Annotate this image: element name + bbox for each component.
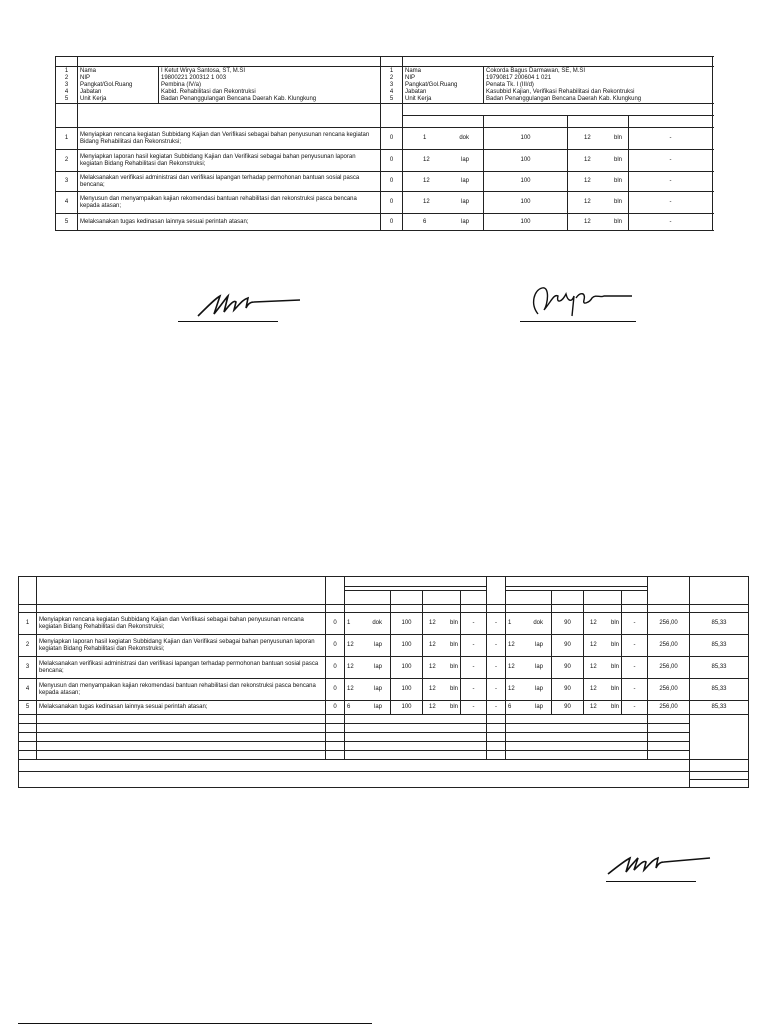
signature-line <box>606 881 696 882</box>
skp-table <box>55 56 713 231</box>
employee-name: Cokorda Bagus Darmawan, SE, M.SI <box>486 67 586 74</box>
realisasi-row: 5 Melaksanakan tugas kedinasan lainnya sesuai perintah atasan; 0 6 lap 100 12 bln - - 6 lap 90 12 bln - 256,00 85,33 <box>19 701 749 715</box>
realisasi-row: 3 Melaksanakan verifikasi administrasi dan verifikasi lapangan terhadap permohonan bantuan sosial pasca bencana; 0 12 lap 100 12 bln - - 12 lap 90 12 bln - 256,00 85,33 <box>19 657 749 679</box>
realisasi-row: 2 Menyiapkan laporan hasil kegiatan Subbidang Kajian dan Verifikasi sebagai bahan penyusunan laporan kegiatan Bidang Rehabilitasi dan Rekonstruksi; 0 12 lap 100 12 bln - - 12 lap 90 12 bln - 256,00 85,33 <box>19 635 749 657</box>
realisasi-table <box>18 576 749 788</box>
task-row: 5 Melaksanakan tugas kedinasan lainnya sesuai perintah atasan; 0 6 lap 100 12 bln - <box>56 214 713 231</box>
signature-line <box>520 321 636 322</box>
appraiser-name: I Ketut Wirya Santosa, ST, M.SI <box>161 67 246 74</box>
signature-employee <box>520 280 640 320</box>
signature-line <box>178 321 278 322</box>
task-row: 1 Menyiapkan rencana kegiatan Subbidang Kajian dan Verifikasi sebagai bahan penyusunan rencana kegiatan Bidang Rehabilitasi dan Rekonstruksi; 0 1 dok 100 12 bln - <box>56 128 713 150</box>
realisasi-row: 1 Menyiapkan rencana kegiatan Subbidang Kajian dan Verifikasi sebagai bahan penyusunan rencana kegiatan Bidang Rehabilitasi dan Rekonstruksi; 0 1 dok 100 12 bln - - 1 dok 90 12 bln - 256,00 85,33 <box>19 613 749 635</box>
realisasi-row: 4 Menyusun dan menyampaikan kajian rekomendasi bantuan rehabilitasi dan rekonstruksi pasca bencana kepada atasan; 0 12 lap 100 12 bln - - 12 lap 90 12 bln - 256,00 85,33 <box>19 679 749 701</box>
task-row: 2 Menyiapkan laporan hasil kegiatan Subbidang Kajian dan Verifikasi sebagai bahan penyusunan laporan kegiatan Bidang Rehabilitasi dan Rekonstruksi; 0 12 lap 100 12 bln - <box>56 150 713 172</box>
task-row: 3 Melaksanakan verifikasi administrasi dan verifikasi lapangan terhadap permohonan bantuan sosial pasca bencana; 0 12 lap 100 12 bln - <box>56 172 713 192</box>
signature-appraiser <box>178 290 308 320</box>
person-row: 1 2 3 4 5 Nama NIP Pangkat/Gol.Ruang Jabatan Unit Kerja I Ketut Wirya Santosa, ST, M.SI 19800221 200312 1 003 Pembina (IV/a) Kabid. Rehabilitasi dan Rekontruksi Badan Penanggulangan Bencana Daerah Kab. Klungkung 1 2 3 4 5 Nama NIP Pangkat/Gol.Ruang Jabatan Unit Kerja Cokorda Bagus Darmawan, SE, M.SI 19790817 200604 1 021 Penata Tk. I (III/d) Kasubbid Kajian, Verifikasi Rehabilitasi dan Rekontruksi Badan Penanggulangan Bencana Daerah Kab. Klungkung <box>56 67 713 104</box>
task-row: 4 Menyusun dan menyampaikan kajian rekomendasi bantuan rehabilitasi dan rekonstruksi pasca bencana kepada atasan; 0 12 lap 100 12 bln - <box>56 192 713 214</box>
signature-appraiser-bottom <box>600 850 715 880</box>
